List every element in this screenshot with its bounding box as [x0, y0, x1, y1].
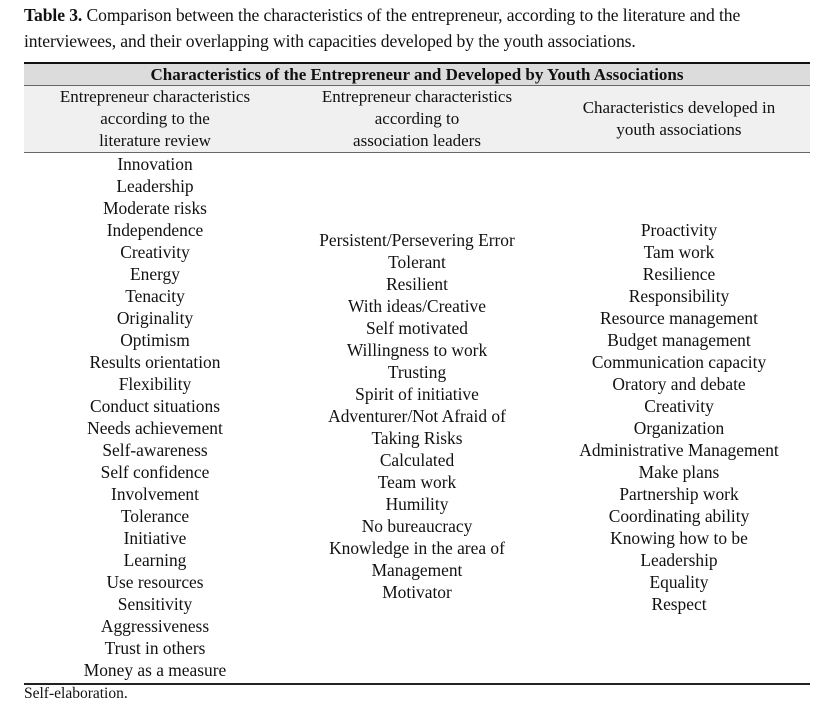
table-cell: No bureaucracy [361, 516, 473, 536]
table-cell: Involvement [111, 484, 199, 504]
table-cell: Spirit of initiative [355, 384, 479, 404]
table-cell: Willingness to work [346, 340, 488, 360]
table-cell: Communication capacity [591, 352, 767, 372]
table-cell: Resilient [386, 274, 448, 294]
table-cell: Moderate risks [103, 198, 207, 218]
table-title: Characteristics of the Entrepreneur and Developed by Youth Associations [24, 64, 810, 85]
table-cell: Conduct situations [90, 396, 220, 416]
table-cell: Needs achievement [87, 418, 223, 438]
table-cell: Creativity [120, 242, 190, 262]
table-cell: Calculated [379, 450, 455, 470]
table-cell: Adventurer/Not Afraid of [328, 406, 506, 426]
table-cell: Trusting [387, 362, 447, 382]
table-cell: Trust in others [104, 638, 206, 658]
table-cell: Oratory and debate [612, 374, 746, 394]
header-line: Entrepreneur characteristics [59, 87, 251, 106]
table-cell: Knowing how to be [610, 528, 748, 548]
column-header-literature-review [24, 86, 286, 152]
table-cell: Initiative [123, 528, 187, 548]
table-cell: Tam work [643, 242, 715, 262]
literature-review-column [24, 153, 286, 682]
table-cell: Originality [116, 308, 194, 328]
header-line: according to the [100, 109, 210, 128]
table-cell: Independence [106, 220, 204, 240]
table-body [24, 153, 810, 682]
table-cell: Proactivity [640, 220, 718, 240]
header-line: association leaders [353, 131, 481, 150]
table-cell: Make plans [638, 462, 720, 482]
table-cell: Self motivated [366, 318, 468, 338]
table-cell: Energy [130, 264, 180, 284]
caption-text: Comparison between the characteristics of the entrepreneur, according to the literature and the interviewees, and their overlapping with capacities developed by the youth associations. [24, 5, 741, 51]
column-header-row [24, 86, 810, 152]
table-cell: Motivator [382, 582, 452, 602]
comparison-table [24, 62, 810, 682]
table-cell: Money as a measure [83, 660, 227, 680]
table-cell: Team work [377, 472, 457, 492]
table-cell: Tolerance [120, 506, 190, 526]
table-cell: Budget management [607, 330, 751, 350]
table-cell: With ideas/Creative [348, 296, 486, 316]
table-cell: Resource management [600, 308, 758, 328]
table-cell: Leadership [640, 550, 718, 570]
table-cell: Innovation [117, 154, 193, 174]
header-line: literature review [99, 131, 211, 150]
table-cell: Results orientation [89, 352, 221, 372]
table-cell: Sensitivity [117, 594, 193, 614]
table-cell: Self confidence [100, 462, 210, 482]
youth-associations-column [548, 153, 810, 682]
table-cell: Resilience [642, 264, 716, 284]
table-cell: Management [371, 560, 463, 580]
header-line: Characteristics developed in [582, 98, 776, 117]
table-cell: Tolerant [388, 252, 446, 272]
column-header-association-leaders [286, 86, 548, 152]
table-cell: Humility [385, 494, 449, 514]
table-cell: Persistent/Persevering Error [319, 230, 515, 250]
header-line: according to [374, 109, 460, 128]
table-cell: Respect [651, 594, 707, 614]
header-line: youth associations [616, 120, 742, 139]
table-cell: Organization [633, 418, 725, 438]
table-cell: Taking Risks [371, 428, 463, 448]
header-line: Entrepreneur characteristics [321, 87, 513, 106]
table-cell: Learning [123, 550, 187, 570]
table-cell: Leadership [116, 176, 194, 196]
table-cell: Coordinating ability [608, 506, 750, 526]
table-cell: Partnership work [619, 484, 739, 504]
caption-label: Table 3. [24, 5, 83, 25]
table-cell: Administrative Management [579, 440, 779, 460]
table-cell: Creativity [644, 396, 714, 416]
table-cell: Optimism [120, 330, 190, 350]
table-cell: Flexibility [118, 374, 192, 394]
table-bottom-rule [24, 683, 810, 685]
table-cell: Aggressiveness [100, 616, 210, 636]
table-caption [24, 2, 824, 54]
table-cell: Knowledge in the area of [329, 538, 505, 558]
table-cell: Responsibility [628, 286, 730, 306]
association-leaders-column [286, 153, 548, 682]
table-cell: Self-awareness [102, 440, 208, 460]
table-cell: Tenacity [125, 286, 185, 306]
column-header-youth-associations [548, 86, 810, 152]
table-cell: Equality [649, 572, 709, 592]
table-footnote: Self-elaboration. [24, 685, 128, 702]
table-cell: Use resources [106, 572, 204, 592]
